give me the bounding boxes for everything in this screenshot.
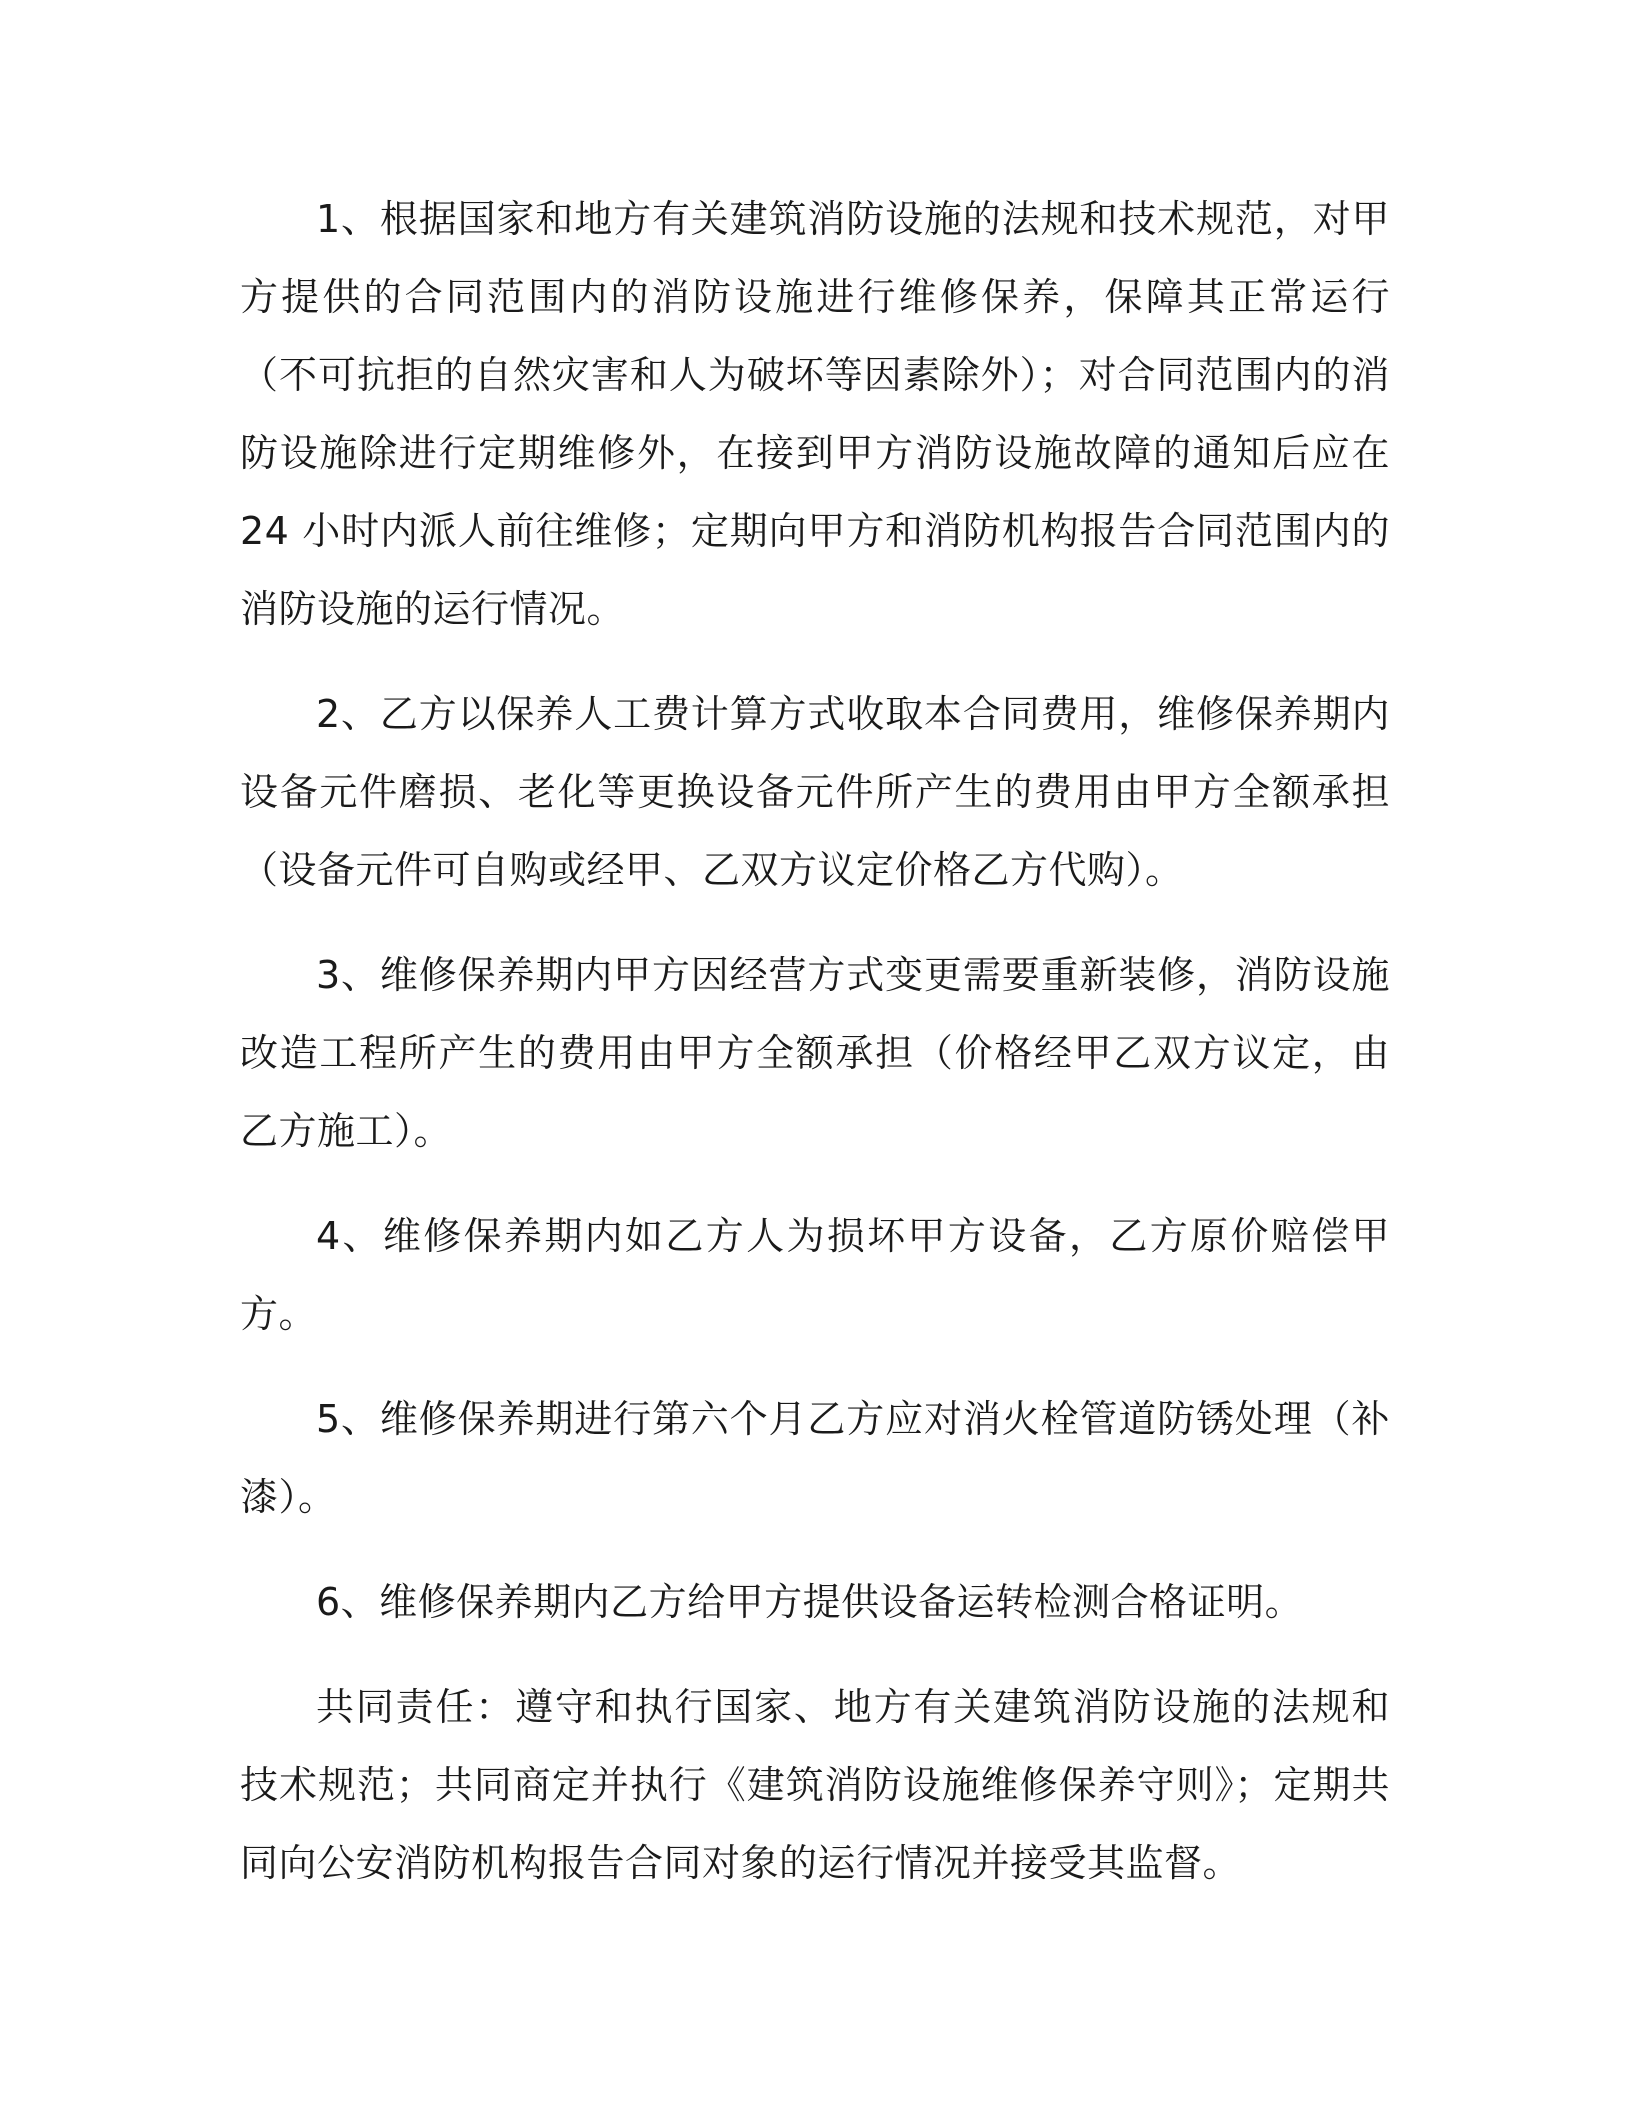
clause-3-paragraph: 3、维修保养期内甲方因经营方式变更需要重新装修，消防设施改造工程所产生的费用由甲方全额承担（价格经甲乙双方议定，由乙方施工）。	[240, 953, 1390, 1153]
clause-5-paragraph: 5、维修保养期进行第六个月乙方应对消火栓管道防锈处理（补漆）。	[240, 1397, 1390, 1519]
joint-responsibility-paragraph: 共同责任：遵守和执行国家、地方有关建筑消防设施的法规和技术规范；共同商定并执行《建筑消防设施维修保养守则》；定期共同向公安消防机构报告合同对象的运行情况并接受其监督。	[240, 1685, 1390, 1885]
document-body	[240, 180, 1390, 1929]
clause-1-paragraph: 1、根据国家和地方有关建筑消防设施的法规和技术规范，对甲方提供的合同范围内的消防设施进行维修保养，保障其正常运行（不可抗拒的自然灾害和人为破坏等因素除外）；对合同范围内的消防设施除进行定期维修外，在接到甲方消防设施故障的通知后应在 24 小时内派人前往维修；定期向甲方和消防机构报告合同范围内的消防设施的运行情况。	[240, 197, 1390, 631]
clause-6-paragraph: 6、维修保养期内乙方给甲方提供设备运转检测合格证明。	[316, 1580, 1304, 1624]
clause-4-paragraph: 4、维修保养期内如乙方人为损坏甲方设备，乙方原价赔偿甲方。	[240, 1214, 1390, 1336]
clause-2-paragraph: 2、乙方以保养人工费计算方式收取本合同费用，维修保养期内设备元件磨损、老化等更换设备元件所产生的费用由甲方全额承担（设备元件可自购或经甲、乙双方议定价格乙方代购）。	[240, 692, 1390, 892]
